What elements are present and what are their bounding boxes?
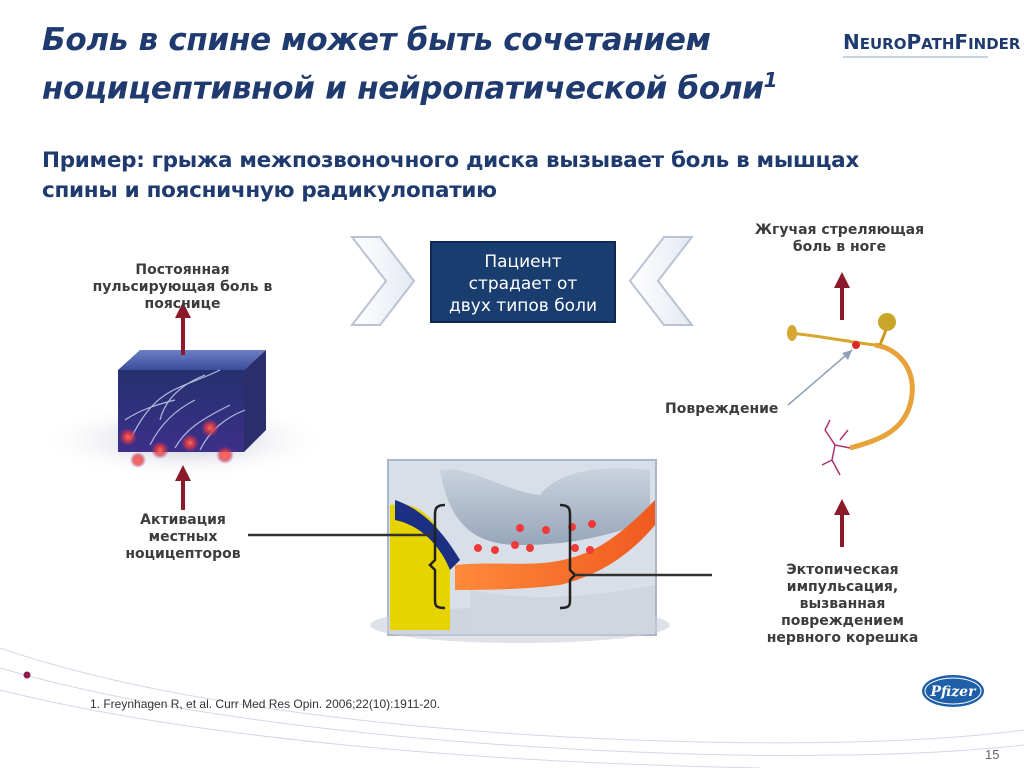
logo-text-ath: ATH [921,35,955,53]
label-lower-back-pain-line-3: пояснице [144,296,221,312]
label-nociceptor-activation [103,512,263,563]
label-nociceptor-activation-line-2: местных [148,529,218,545]
title-line-1: Боль в спине может быть сочетанием [42,22,711,58]
nerve-cell-illustration [787,313,912,475]
center-box-line-2: страдает от [468,274,578,294]
label-ectopic-line-3: вызванная [799,596,886,612]
title-footnote-ref: 1 [763,68,778,92]
left-hollow-arrow [352,237,414,325]
logo-letter-f: F [954,30,969,54]
center-summary-box [430,241,616,323]
label-nociceptor-activation-line-3: ноцицепторов [125,546,241,562]
logo-text-inder: INDER [968,35,1021,53]
label-damage: Повреждение [665,401,779,417]
label-lower-back-pain-line-1: Постоянная [135,262,230,278]
decorative-dot [24,672,31,679]
logo-letter-n: N [843,30,860,54]
disc-herniation-illustration [370,460,670,643]
right-hollow-arrow [630,237,692,325]
subtitle-line-2: спины и поясничную радикулопатию [42,178,497,203]
title-line-2-text: ноцицептивной и нейропатической боли [42,70,764,107]
footnote-reference: 1. Freynhagen R, et al. Curr Med Res Opin. 2006;22(10):1911-20. [90,697,440,711]
logo-text-euro: EURO [859,35,907,53]
svg-text:Pfizer: Pfizer [930,684,976,700]
pfizer-logo [920,672,986,710]
label-lower-back-pain-line-2: пульсирующая боль в [92,279,273,295]
subtitle-line-1: Пример: грыжа межпозвоночного диска вызывает боль в мышцах [42,148,859,173]
label-ectopic-line-1: Эктопическая [786,562,899,578]
page-number: 15 [985,747,1000,762]
label-nociceptor-activation-line-1: Активация [140,512,226,528]
label-ectopic-line-2: импульсация, [786,579,899,595]
label-ectopic-line-4: повреждением [781,613,904,629]
label-leg-pain-line-1: Жгучая стреляющая [754,222,925,238]
label-ectopic-impulses [755,562,930,647]
logo-letter-p: P [906,30,922,54]
label-ectopic-line-5: нервного корешка [766,630,919,646]
label-leg-pain-line-2: боль в ноге [792,239,887,255]
label-leg-pain [742,222,937,256]
center-box-line-3: двух типов боли [449,296,597,316]
label-lower-back-pain [80,262,285,313]
center-box-line-1: Пациент [484,252,562,272]
